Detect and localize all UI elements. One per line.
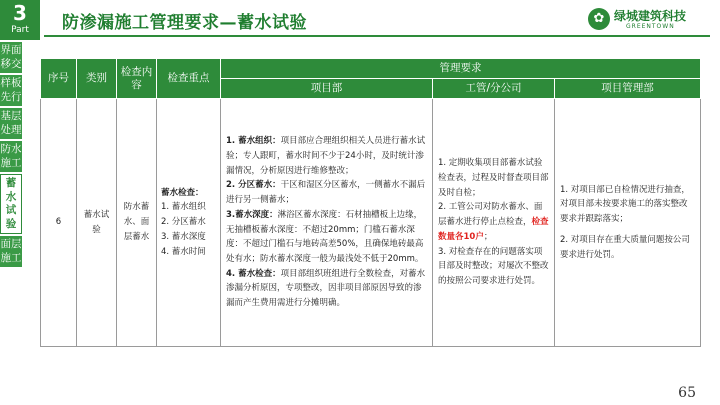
title-divider	[44, 35, 710, 37]
sidebar	[0, 42, 22, 269]
sidebar-item-surface-construction[interactable]: 面层施工	[0, 236, 22, 267]
part-badge	[0, 0, 40, 40]
company-logo	[588, 6, 706, 34]
check-key-title: 蓄水检查：	[161, 187, 204, 198]
cell-content: 防水蓄水、面层蓄水	[117, 99, 157, 347]
project-text-3: 淋浴区蓄水深度：石材抽槽板上边缘，无抽槽板蓄水深度：不超过20mm；门槛石蓄水深度：不超过门槛石与地砖高差50%，且确保地砖最高处有水；防水蓄水深度一般为最浅处不低于20mm。	[226, 209, 424, 264]
project-head-1: 1. 蓄水组织：	[226, 136, 281, 147]
sidebar-item-sample-first[interactable]: 样板先行	[0, 75, 22, 106]
table-row	[41, 99, 701, 347]
project-para-3	[226, 208, 427, 267]
company-para-1: 1. 定期收集项目部蓄水试验检查表，过程及时督查项目部及时自检；	[438, 158, 549, 198]
project-para-2	[226, 178, 427, 207]
header-company: 工管/分公司	[433, 79, 555, 99]
sidebar-item-base-treatment[interactable]: 基层处理	[0, 108, 22, 139]
check-key-item: 3. 蓄水深度	[161, 231, 206, 242]
cell-check-key	[157, 99, 221, 347]
header-project-mgmt: 项目管理部	[555, 79, 701, 99]
company-text-2-end: ；	[483, 231, 493, 242]
company-para-2	[438, 200, 549, 244]
sidebar-item-interface-handover[interactable]: 界面移交	[0, 42, 22, 73]
project-head-3: 3.蓄水深度：	[226, 209, 278, 220]
page-number: 65	[678, 385, 696, 401]
sidebar-item-waterproofing[interactable]: 防水施工	[0, 141, 22, 172]
project-mgmt-para-2: 2. 对项目存在重大质量问题按公司要求进行处罚。	[560, 234, 690, 260]
part-label: Part	[11, 25, 29, 35]
sidebar-item-water-test[interactable]: 蓄水试验	[0, 174, 22, 234]
project-text-4: 项目部组织班组进行全数检查，对蓄水渗漏分析原因，专项整改，因非项目部原因导致的渗漏而产生费用需进行分摊明确。	[226, 268, 426, 309]
header-project: 项目部	[221, 79, 433, 99]
project-text-1: 项目部应合理组织相关人员进行蓄水试验；专人跟町，蓄水时间不少于24小时，及时统计渗漏情况，分析原因进行维修整改；	[226, 136, 426, 176]
project-mgmt-para-1: 1. 对项目部已自检情况进行抽查，对项目部未按要求施工的落实整改要求并跟踪落实；	[560, 184, 690, 225]
cell-project	[221, 99, 433, 347]
page-title: 防渗漏施工管理要求—蓄水试验	[62, 13, 307, 33]
logo-name: 绿城建筑科技	[614, 9, 687, 23]
logo-sub: GREENTOWN	[626, 23, 675, 30]
cell-project-mgmt	[555, 99, 701, 347]
header-check-key: 检查重点	[157, 59, 221, 99]
header-management: 管理要求	[221, 59, 701, 79]
requirements-table	[40, 58, 701, 347]
part-number: 3	[13, 1, 27, 25]
company-highlight: 检查数量各10户	[438, 217, 549, 242]
check-key-item: 4. 蓄水时间	[161, 246, 206, 257]
project-head-4: 4. 蓄水检查：	[226, 268, 281, 279]
header-category: 类别	[77, 59, 117, 99]
check-key-item: 1. 蓄水组织	[161, 202, 206, 213]
project-para-1	[226, 134, 427, 178]
header-no: 序号	[41, 59, 77, 99]
company-para-3: 3. 对检查存在的问题落实项目部及时整改；对屡次不整改的按照公司要求进行处罚。	[438, 246, 549, 286]
project-head-2: 2. 分区蓄水：	[226, 180, 281, 191]
header-check-content: 检查内容	[117, 59, 157, 99]
company-text-2: 2. 工管公司对防水蓄水、面层蓄水进行停止点检查，	[438, 202, 543, 228]
project-para-4	[226, 267, 427, 311]
cell-company	[433, 99, 555, 347]
cell-category: 蓄水试验	[77, 99, 117, 347]
check-key-item: 2. 分区蓄水	[161, 217, 206, 228]
logo-icon: ✿	[588, 8, 610, 30]
project-text-2: 干区和湿区分区蓄水，一侧蓄水不漏后进行另一侧蓄水；	[226, 180, 426, 206]
cell-no: 6	[41, 99, 77, 347]
